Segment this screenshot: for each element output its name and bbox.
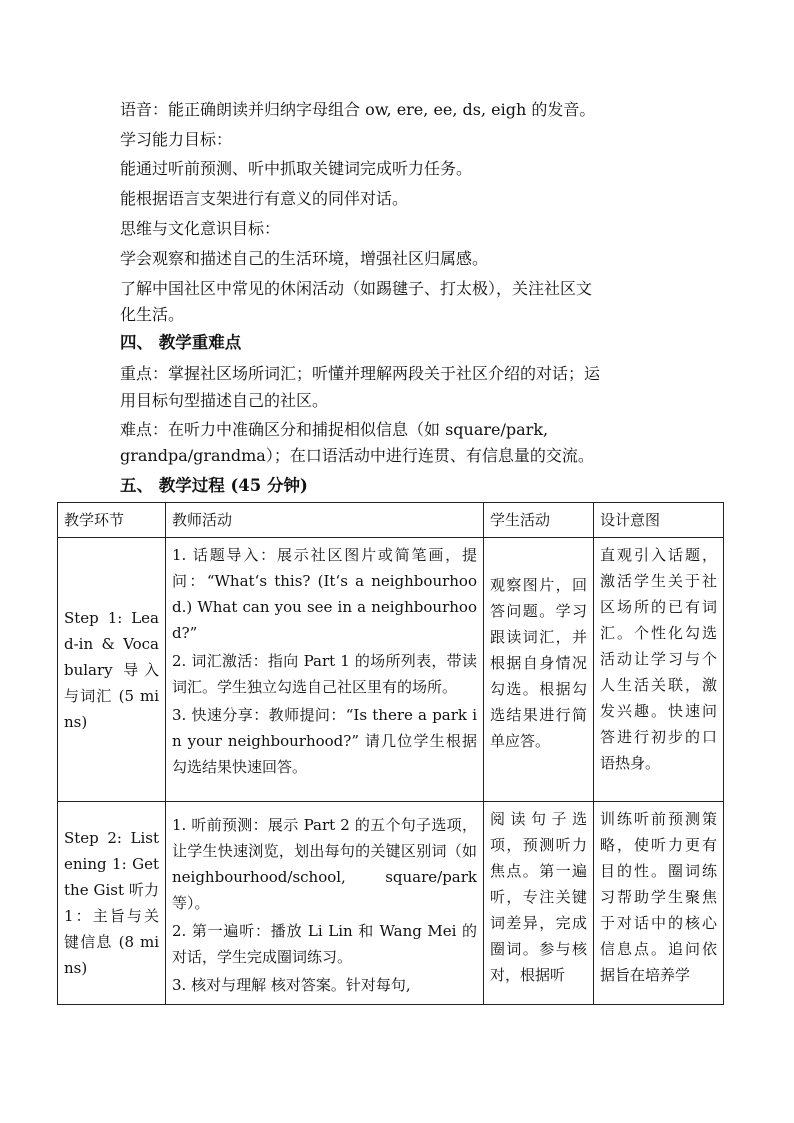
teacher-activity-item: 2. 第一遍听：播放 Li Lin 和 Wang Mei 的对话，学生完成圈词练习。 (172, 922, 477, 966)
student-activity-cell: 阅读句子选项，预测听力焦点。第一遍听，专注关键词差异，完成圈词。参与核对，根据听 (484, 802, 594, 1005)
teacher-activity-item: 1. 听前预测：展示 Part 2 的五个句子选项，让学生快速浏览，划出每句的关键区别词（如 neighbourhood/school, square/park 等）。 (172, 816, 477, 912)
section-4-heading: 四、 教学重难点 (120, 333, 242, 352)
header-student-activity: 学生活动 (484, 503, 594, 538)
header-design-intent: 设计意图 (594, 503, 724, 538)
difficult-points-line-1: 难点：在听力中准确区分和捕捉相似信息（如 square/park, (120, 420, 549, 439)
objective-line-1: 语音：能正确朗读并归纳字母组合 ow, ere, ee, ds, eigh 的发音。 (120, 100, 596, 119)
teacher-activity-item: 3. 核对与理解 核对答案。针对每句, (172, 976, 411, 994)
design-intent-cell: 直观引入话题，激活学生关于社区场所的已有词汇。个性化勾选活动让学习与个人生活关联，激发兴趣。快速问答进行初步的口语热身。 (594, 538, 724, 802)
teacher-activity-item: 1. 话题导入：展示社区图片或简笔画，提问：“What‘s this? (It‘s a neighbourhood.) What can you see in a neighbourhood?” (172, 546, 477, 642)
objective-line-5: 思维与文化意识目标： (120, 219, 281, 238)
teacher-activity-cell (166, 802, 484, 1005)
student-activity-cell: 观察图片，回答问题。学习跟读词汇，并根据自身情况勾选。根据勾选结果进行简单应答。 (484, 538, 594, 802)
objective-line-4: 能根据语言支架进行有意义的同伴对话。 (120, 189, 409, 208)
key-points-line-1: 重点：掌握社区场所词汇；听懂并理解两段关于社区介绍的对话；运 (120, 364, 601, 383)
header-teacher-activity: 教师活动 (166, 503, 484, 538)
step-cell: Step 2: Listening 1: Get the Gist 听力 1：主旨与关键信息 (8 mins) (58, 802, 166, 1005)
design-intent-cell: 训练听前预测策略，使听力更有目的性。圈词练习帮助学生聚焦于对话中的核心信息点。追问依据旨在培养学 (594, 802, 724, 1005)
table-header-row (58, 503, 724, 538)
difficult-points-line-2: grandpa/grandma）；在口语活动中进行连贯、有信息量的交流。 (120, 446, 594, 465)
table-row (58, 538, 724, 802)
objective-line-7: 了解中国社区中常见的休闲活动（如踢毽子、打太极），关注社区文 (120, 279, 593, 298)
objective-line-8: 化生活。 (120, 305, 185, 324)
header-stage: 教学环节 (58, 503, 166, 538)
teacher-activity-item: 3. 快速分享：教师提问：“Is there a park in your neighbourhood?” 请几位学生根据勾选结果快速回答。 (172, 706, 477, 776)
objective-line-6: 学会观察和描述自己的生活环境，增强社区归属感。 (120, 249, 489, 268)
key-points-line-2: 用目标句型描述自己的社区。 (120, 391, 329, 410)
section-5-heading: 五、 教学过程 (45 分钟) (120, 476, 308, 495)
objective-line-2: 学习能力目标： (120, 130, 233, 149)
teacher-activity-item: 2. 词汇激活：指向 Part 1 的场所列表，带读词汇。学生独立勾选自己社区里有的场所。 (172, 652, 477, 696)
objective-line-3: 能通过听前预测、听中抓取关键词完成听力任务。 (120, 159, 473, 178)
teacher-activity-cell (166, 538, 484, 802)
teaching-process-table (57, 502, 724, 1005)
step-cell: Step 1: Lead-in & Vocabulary 导入与词汇 (5 mins) (58, 538, 166, 802)
table-row (58, 802, 724, 1005)
